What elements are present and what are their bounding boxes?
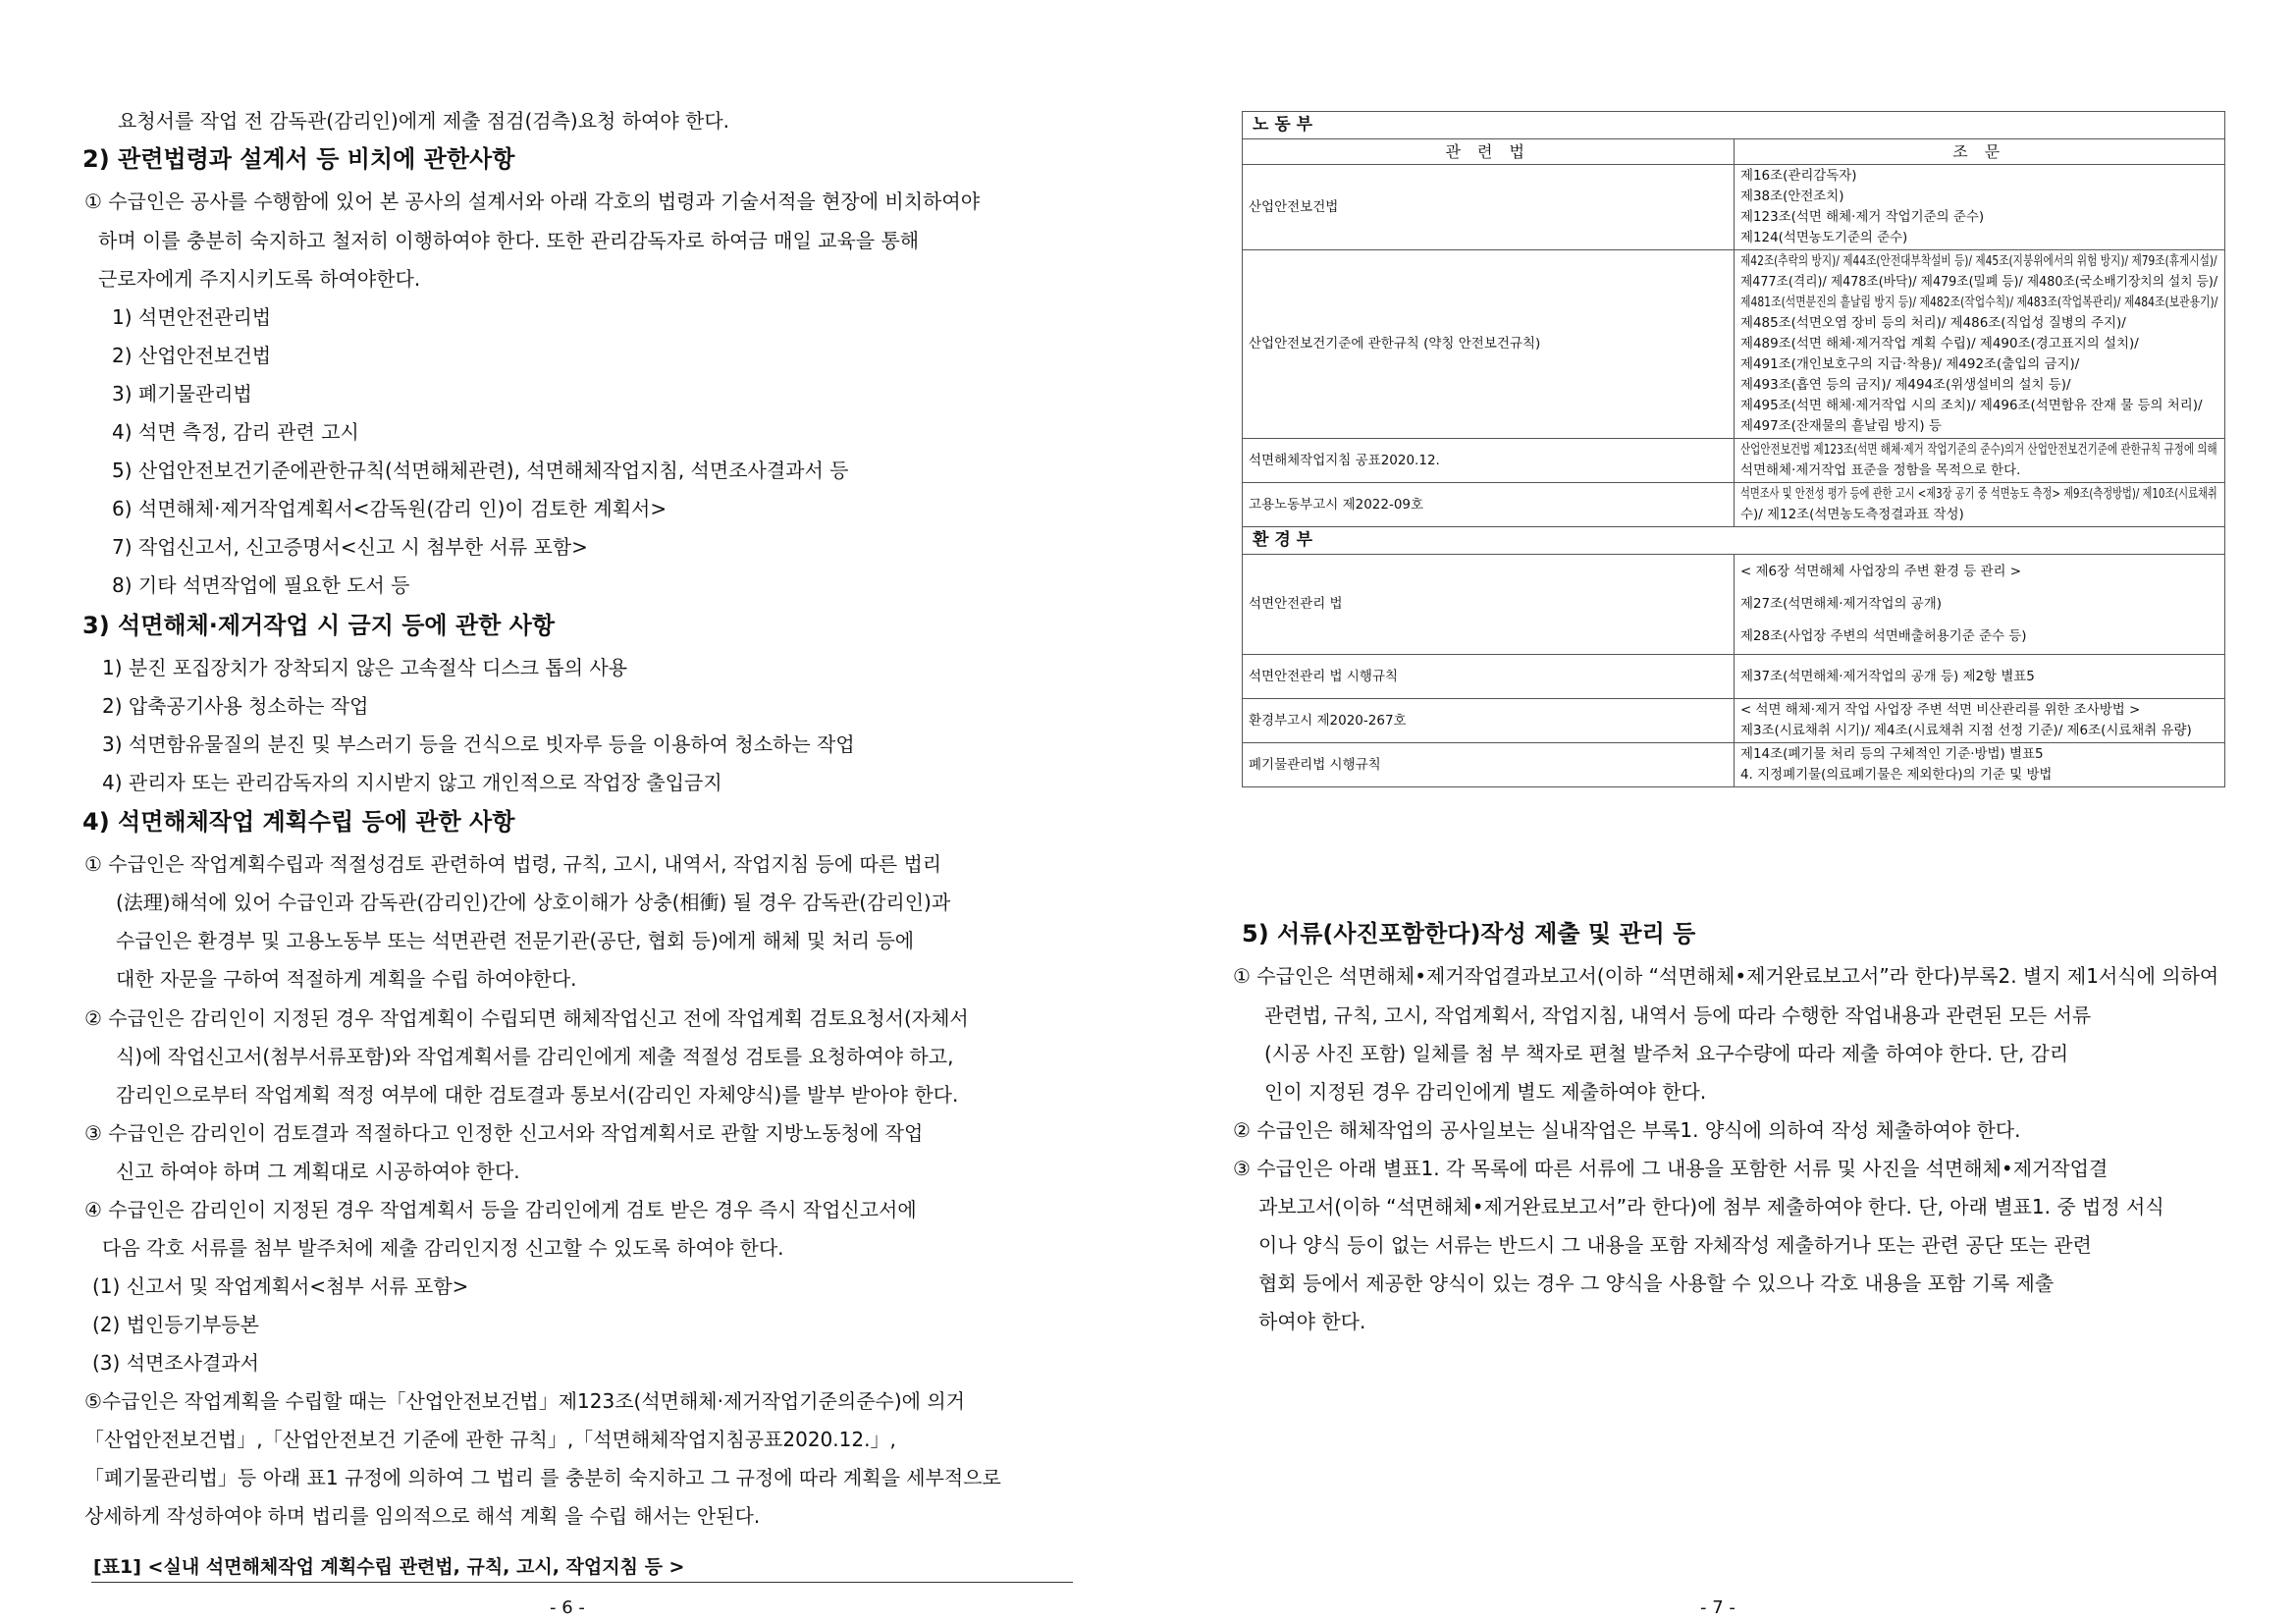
clause-line: 제485조(석면오염 장비 등의 처리)/ 제486조(직업성 질병의 주지)/ [1739,315,2126,331]
clause-line: 제497조(잔재물의 흩날림 방지) 등 [1739,418,1942,434]
table-row [1243,655,2225,699]
clause-cell [1734,555,2225,655]
caption-rule [91,1582,1073,1583]
text-line: 수급인은 환경부 및 고용노동부 또는 석면관련 전문기관(공단, 협회 등)에게 해체 및 처리 등에 [116,929,915,952]
clause-line: < 석면 해체·제거 작업 사업장 주변 석면 비산관리를 위한 조사방법 > [1739,702,2140,718]
list-item: 6) 석면해체·제거작업계획서<감독원(감리 인)이 검토한 계획서> [112,497,667,520]
clause-line: 제3조(시료채취 시기)/ 제4조(시료채취 지점 선정 기준)/ 제6조(시료채취 유량) [1739,723,2192,738]
clause-line: 산업안전보건법 제123조(석면 해체·제거 작업기준의 준수)의거 산업안전보건기준에 관한규칙 규정에 의해 [1739,442,2217,458]
table-section-row [1243,112,2225,139]
page-number: - 7 - [1700,1597,1735,1618]
text-line: 인이 지정된 경우 감리인에게 별도 제출하여야 한다. [1264,1080,1707,1104]
law-name: 석면해체작업지침 공표2020.12. [1243,439,1735,483]
clause-cell [1734,165,2225,250]
table-row [1243,165,2225,250]
clause-line: 수)/ 제12조(석면농도측정결과표 작성) [1739,507,1964,522]
text-line: ③ 수급인은 아래 별표1. 각 목록에 따른 서류에 그 내용을 포함한 서류 및 사진을 석면해체•제거작업결 [1233,1157,2109,1180]
table-section-row [1243,527,2225,555]
text-line: 이나 양식 등이 없는 서류는 반드시 그 내용을 포함 자체작성 제출하거나 또는 관련 공단 또는 관련 [1258,1233,2092,1257]
section-heading: 5) 서류(사진포함한다)작성 제출 및 관리 등 [1242,920,1696,947]
list-item: 1) 분진 포집장치가 장착되지 않은 고속절삭 디스크 톱의 사용 [102,656,628,679]
text-line: 하며 이를 충분히 숙지하고 철저히 이행하여야 한다. 또한 관리감독자로 하여금 매일 교육을 통해 [98,229,920,252]
text-line: 협회 등에서 제공한 양식이 있는 경우 그 양식을 사용할 수 있으나 각호 내용을 포함 기록 제출 [1258,1271,2055,1295]
section-heading: 3) 석면해체·제거작업 시 금지 등에 관한 사항 [82,612,556,639]
text-line: 감리인으로부터 작업계획 적정 여부에 대한 검토결과 통보서(감리인 자체양식)를 발부 받아야 한다. [116,1083,959,1107]
text-line: ④ 수급인은 감리인이 지정된 경우 작업계획서 등을 감리인에게 검토 받은 경우 즉시 작업신고서에 [84,1198,917,1221]
clause-line: 제38조(안전조치) [1739,189,1844,204]
text-line: 근로자에게 주지시키도록 하여야한다. [98,267,421,291]
list-item: 3) 석면함유물질의 분진 및 부스러기 등을 건식으로 빗자루 등을 이용하여 청소하는 작업 [102,732,855,756]
table-row [1243,699,2225,743]
list-item: 7) 작업신고서, 신고증명서<신고 시 첨부한 서류 포함> [112,535,588,559]
column-header-law: 관 련 법 [1243,139,1735,165]
text-line: 하여야 한다. [1258,1310,1366,1333]
table-row [1243,483,2225,527]
clause-line: 제493조(흡연 등의 금지)/ 제494조(위생설비의 설치 등)/ [1739,377,2071,393]
clause-line: 제477조(격리)/ 제478조(바닥)/ 제479조(밀폐 등)/ 제480조(국소배기장치의 설치 등)/ [1739,274,2217,290]
table-row [1243,743,2225,787]
law-table [1242,111,2225,787]
clause-line: < 제6장 석면해체 사업장의 주변 환경 등 관리 > [1739,564,2021,579]
clause-line: 석면조사 및 안전성 평가 등에 관한 고시 <제3장 공기 중 석면농도 측정> 제9조(측정방법)/ 제10조(시료채취 [1739,486,2217,502]
list-item: 8) 기타 석면작업에 필요한 도서 등 [112,573,410,597]
clause-cell [1734,250,2225,439]
text-line: ⑤수급인은 작업계획을 수립할 때는「산업안전보건법」제123조(석면해체·제거작업기준의준수)에 의거 [84,1389,965,1413]
text-line: 상세하게 작성하여야 하며 법리를 임의적으로 해석 계획 을 수립 해서는 안된다. [84,1504,761,1528]
law-name: 산업안전보건기준에 관한규칙 (약칭 안전보건규칙) [1243,250,1735,439]
section-heading: 4) 석면해체작업 계획수립 등에 관한 사항 [82,808,515,836]
clause-line: 제37조(석면해체·제거작업의 공개 등) 제2항 별표5 [1739,668,2035,684]
page-number: - 6 - [550,1597,585,1618]
text-line: 신고 하여야 하며 그 계획대로 시공하여야 한다. [116,1160,520,1183]
clause-line: 제495조(석면 해체·제거작업 시의 조치)/ 제496조(석면함유 잔재 물 등의 처리)/ [1739,398,2203,413]
list-item: (2) 법인등기부등본 [92,1313,259,1336]
list-item: 5) 산업안전보건기준에관한규칙(석면해체관련), 석면해체작업지침, 석면조사결과서 등 [112,459,849,482]
column-header-clause: 조 문 [1734,139,2225,165]
table-row [1243,250,2225,439]
text-line: 과보고서(이하 “석면해체•제거완료보고서”라 한다)에 첨부 제출하여야 한다. 단, 아래 별표1. 중 법정 서식 [1258,1195,2164,1218]
text-line: ① 수급인은 공사를 수행함에 있어 본 공사의 설계서와 아래 각호의 법령과 기술서적을 현장에 비치하여야 [84,189,981,213]
law-name: 폐기물관리법 시행규칙 [1243,743,1735,787]
text-line: ③ 수급인은 감리인이 검토결과 적절하다고 인정한 신고서와 작업계획서로 관할 지방노동청에 작업 [84,1121,924,1145]
list-item: 4) 석면 측정, 감리 관련 고시 [112,420,359,444]
text-line: (시공 사진 포함) 일체를 첨 부 책자로 편철 발주처 요구수량에 따라 제출 하여야 한다. 단, 감리 [1264,1042,2069,1065]
text-line: 다음 각호 서류를 첨부 발주처에 제출 감리인지정 신고할 수 있도록 하여야 한다. [102,1236,784,1260]
text-line: ② 수급인은 해체작업의 공사일보는 실내작업은 부록1. 양식에 의하여 작성 체출하여야 한다. [1233,1118,2021,1142]
text-line: 요청서를 작업 전 감독관(감리인)에게 제출 점검(검측)요청 하여야 한다. [118,109,730,133]
clause-line: 4. 지정폐기물(의료폐기물은 제외한다)의 기준 및 방법 [1739,767,2052,783]
clause-line: 제14조(폐기물 처리 등의 구체적인 기준·방법) 별표5 [1739,746,2044,762]
text-line: ① 수급인은 작업계획수립과 적절성검토 관련하여 법령, 규칙, 고시, 내역서, 작업지침 등에 따른 법리 [84,852,942,876]
law-name: 고용노동부고시 제2022-09호 [1243,483,1735,527]
law-name: 환경부고시 제2020-267호 [1243,699,1735,743]
list-item: 2) 압축공기사용 청소하는 작업 [102,694,369,718]
table-row [1243,439,2225,483]
text-line: ① 수급인은 석면해체•제거작업결과보고서(이하 “석면해체•제거완료보고서”라 한다)부록2. 별지 제1서식에 의하여 [1233,964,2219,988]
clause-line: 제27조(석면해체·제거작업의 공개) [1739,596,1942,612]
law-name: 산업안전보건법 [1243,165,1735,250]
law-name: 석면안전관리 법 시행규칙 [1243,655,1735,699]
text-line: 관련법, 규칙, 고시, 작업계획서, 작업지침, 내역서 등에 따라 수행한 작업내용과 관련된 모든 서류 [1264,1003,2092,1027]
clause-cell [1734,483,2225,527]
section-label-env: 환 경 부 [1243,527,2225,555]
section-label-labor: 노 동 부 [1243,112,2225,139]
list-item: 1) 석면안전관리법 [112,305,272,329]
text-line: 「산업안전보건법」,「산업안전보건 기준에 관한 규칙」,「석면해체작업지침공표2020.12.」, [84,1428,896,1451]
law-name: 석면안전관리 법 [1243,555,1735,655]
list-item: (3) 석면조사결과서 [92,1351,259,1375]
list-item: (1) 신고서 및 작업계획서<첨부 서류 포함> [92,1274,469,1298]
clause-line: 제28조(사업장 주변의 석면배출허용기준 준수 등) [1739,628,2026,644]
text-line: (法理)해석에 있어 수급인과 감독관(감리인)간에 상호이해가 상충(相衝) 될 경우 감독관(감리인)과 [116,891,951,914]
clause-line: 제124(석면농도기준의 준수) [1739,230,1907,245]
text-line: 「폐기물관리법」등 아래 표1 규정에 의하여 그 법리 를 충분히 숙지하고 그 규정에 따라 계획을 세부적으로 [84,1466,1001,1489]
clause-line: 제481조(석면분진의 흩날림 방지 등)/ 제482조(작업수칙)/ 제483조(작업복관리)/ 제484조(보관용기)/ [1739,295,2217,310]
clause-cell [1734,743,2225,787]
table-header-row [1243,139,2225,165]
list-item: 4) 관리자 또는 관리감독자의 지시받지 않고 개인적으로 작업장 출입금지 [102,771,722,794]
list-item: 2) 산업안전보건법 [112,344,272,367]
page-right [1148,0,2296,1623]
clause-line: 석면해체·제거작업 표준을 정함을 목적으로 한다. [1739,462,2020,478]
clause-line: 제16조(관리감독자) [1739,168,1857,184]
clause-cell [1734,655,2225,699]
table-row [1243,555,2225,655]
section-heading: 2) 관련법령과 설계서 등 비치에 관한사항 [82,145,515,173]
text-line: 대한 자문을 구하여 적절하게 계획을 수립 하여야한다. [116,967,577,991]
table-caption: [표1] <실내 석면해체작업 계획수립 관련법, 규칙, 고시, 작업지침 등 > [93,1556,685,1578]
clause-line: 제42조(추락의 방지)/ 제44조(안전대부착설비 등)/ 제45조(지붕위에서의 위험 방지)/ 제79조(휴게시설)/ [1739,253,2217,269]
clause-line: 제489조(석면 해체·제거작업 계획 수립)/ 제490조(경고표지의 설치)/ [1739,336,2139,352]
text-line: 식)에 작업신고서(첨부서류포함)와 작업계획서를 감리인에게 제출 적절성 검토를 요청하여야 하고, [116,1045,954,1068]
clause-cell [1734,439,2225,483]
clause-cell [1734,699,2225,743]
text-line: ② 수급인은 감리인이 지정된 경우 작업계획이 수립되면 해체작업신고 전에 작업계획 검토요청서(자체서 [84,1006,969,1030]
list-item: 3) 폐기물관리법 [112,382,252,406]
clause-line: 제491조(개인보호구의 지급·착용)/ 제492조(출입의 금지)/ [1739,356,2079,372]
clause-line: 제123조(석면 해체·제거 작업기준의 준수) [1739,209,1984,225]
